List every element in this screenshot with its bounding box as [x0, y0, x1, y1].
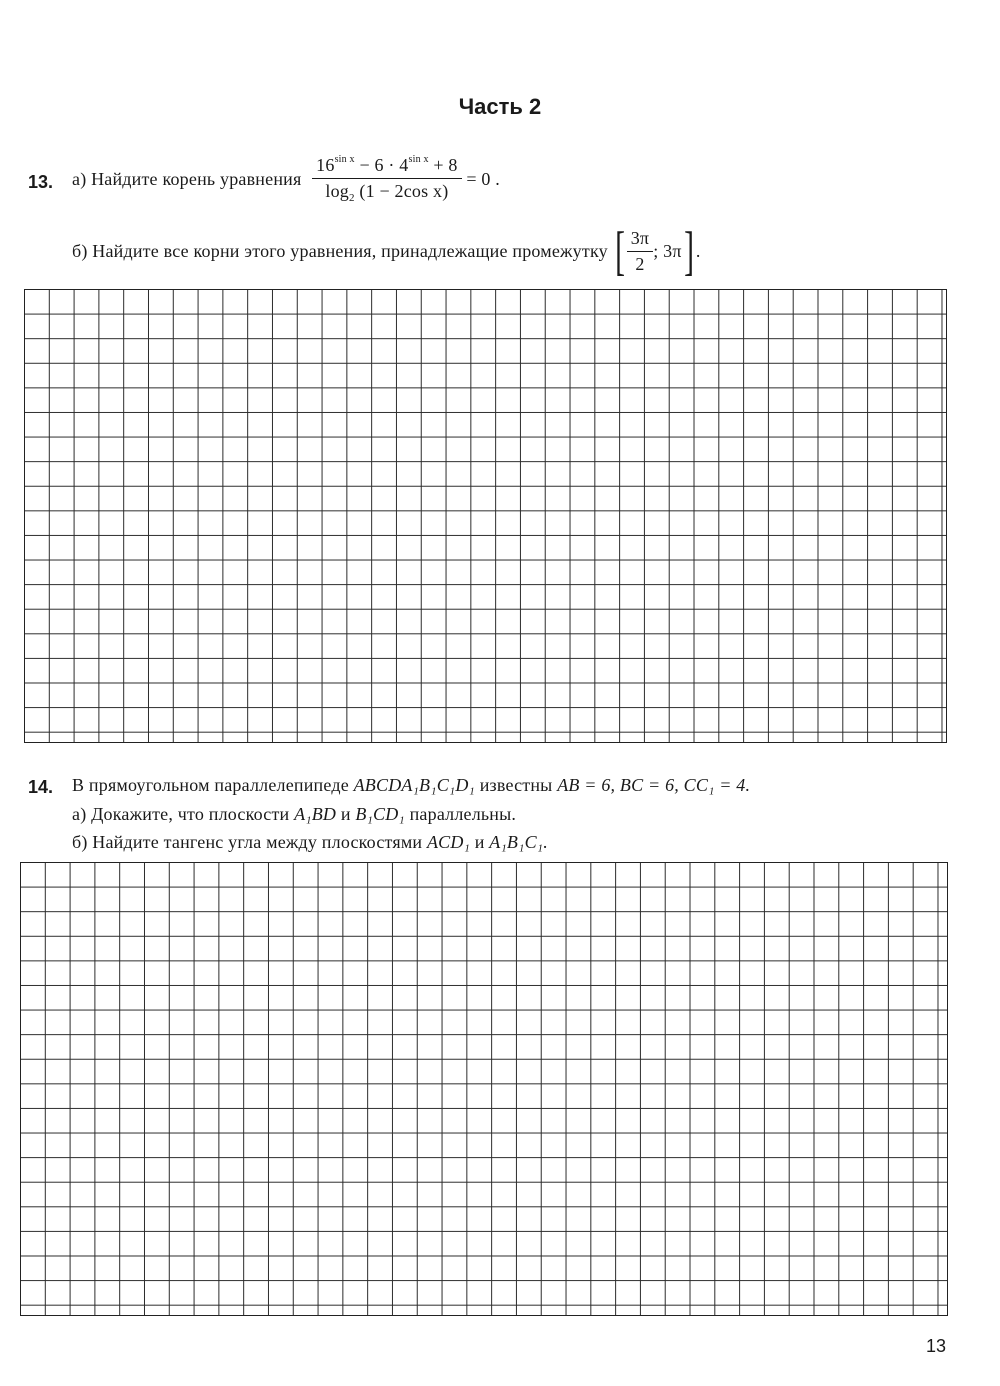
parallelepiped-name: ABCDA₁B₁C₁D₁	[353, 775, 476, 795]
equation-denominator: $\log_2 (1 - 2\cos$ x)	[312, 178, 461, 204]
question-14-part-b: б) Найдите тангенс угла между плоскостями ACD₁ и A₁B₁C₁.	[72, 832, 548, 852]
question-14-part-a: а) Докажите, что плоскости A₁BD и B₁CD₁ параллельны.	[72, 804, 517, 824]
question-14-statement: В прямоугольном параллелепипеде ABCDA₁B₁C₁D₁ известны AB = 6, BC = 6, CC₁ = 4.	[72, 775, 751, 795]
question-13-part-b	[72, 221, 701, 281]
interval-right-value: 3π	[663, 240, 682, 261]
answer-grid-13[interactable]	[24, 289, 947, 743]
question-13-part-a	[72, 154, 500, 204]
question-13-number: 13.	[28, 172, 54, 192]
left-bracket-icon: [	[614, 221, 625, 281]
equation-numerator: $16^{sin x} - 6 \cdot 4^{sin x} + 8$	[316, 154, 458, 175]
question-14-number: 14.	[28, 777, 54, 797]
question-13-b-text: б) Найдите все корни этого уравнения, принадлежащие промежутку	[72, 240, 608, 261]
equation-fraction	[312, 154, 461, 204]
interval-left-fraction: $\frac{3\pi}{2}$	[627, 228, 654, 275]
interval-separator: ;	[653, 240, 659, 261]
right-bracket-icon: ]	[683, 221, 694, 281]
equation-equals-zero: = 0 .	[466, 168, 500, 189]
page-number: 13	[925, 1336, 946, 1356]
given-conditions: AB = 6, BC = 6, CC₁ = 4.	[557, 775, 751, 795]
part-title: Часть 2	[458, 94, 542, 119]
interval-end-period: .	[695, 240, 701, 261]
question-13-a-text: а) Найдите корень уравнения	[72, 168, 302, 189]
answer-grid-14[interactable]	[20, 862, 948, 1316]
